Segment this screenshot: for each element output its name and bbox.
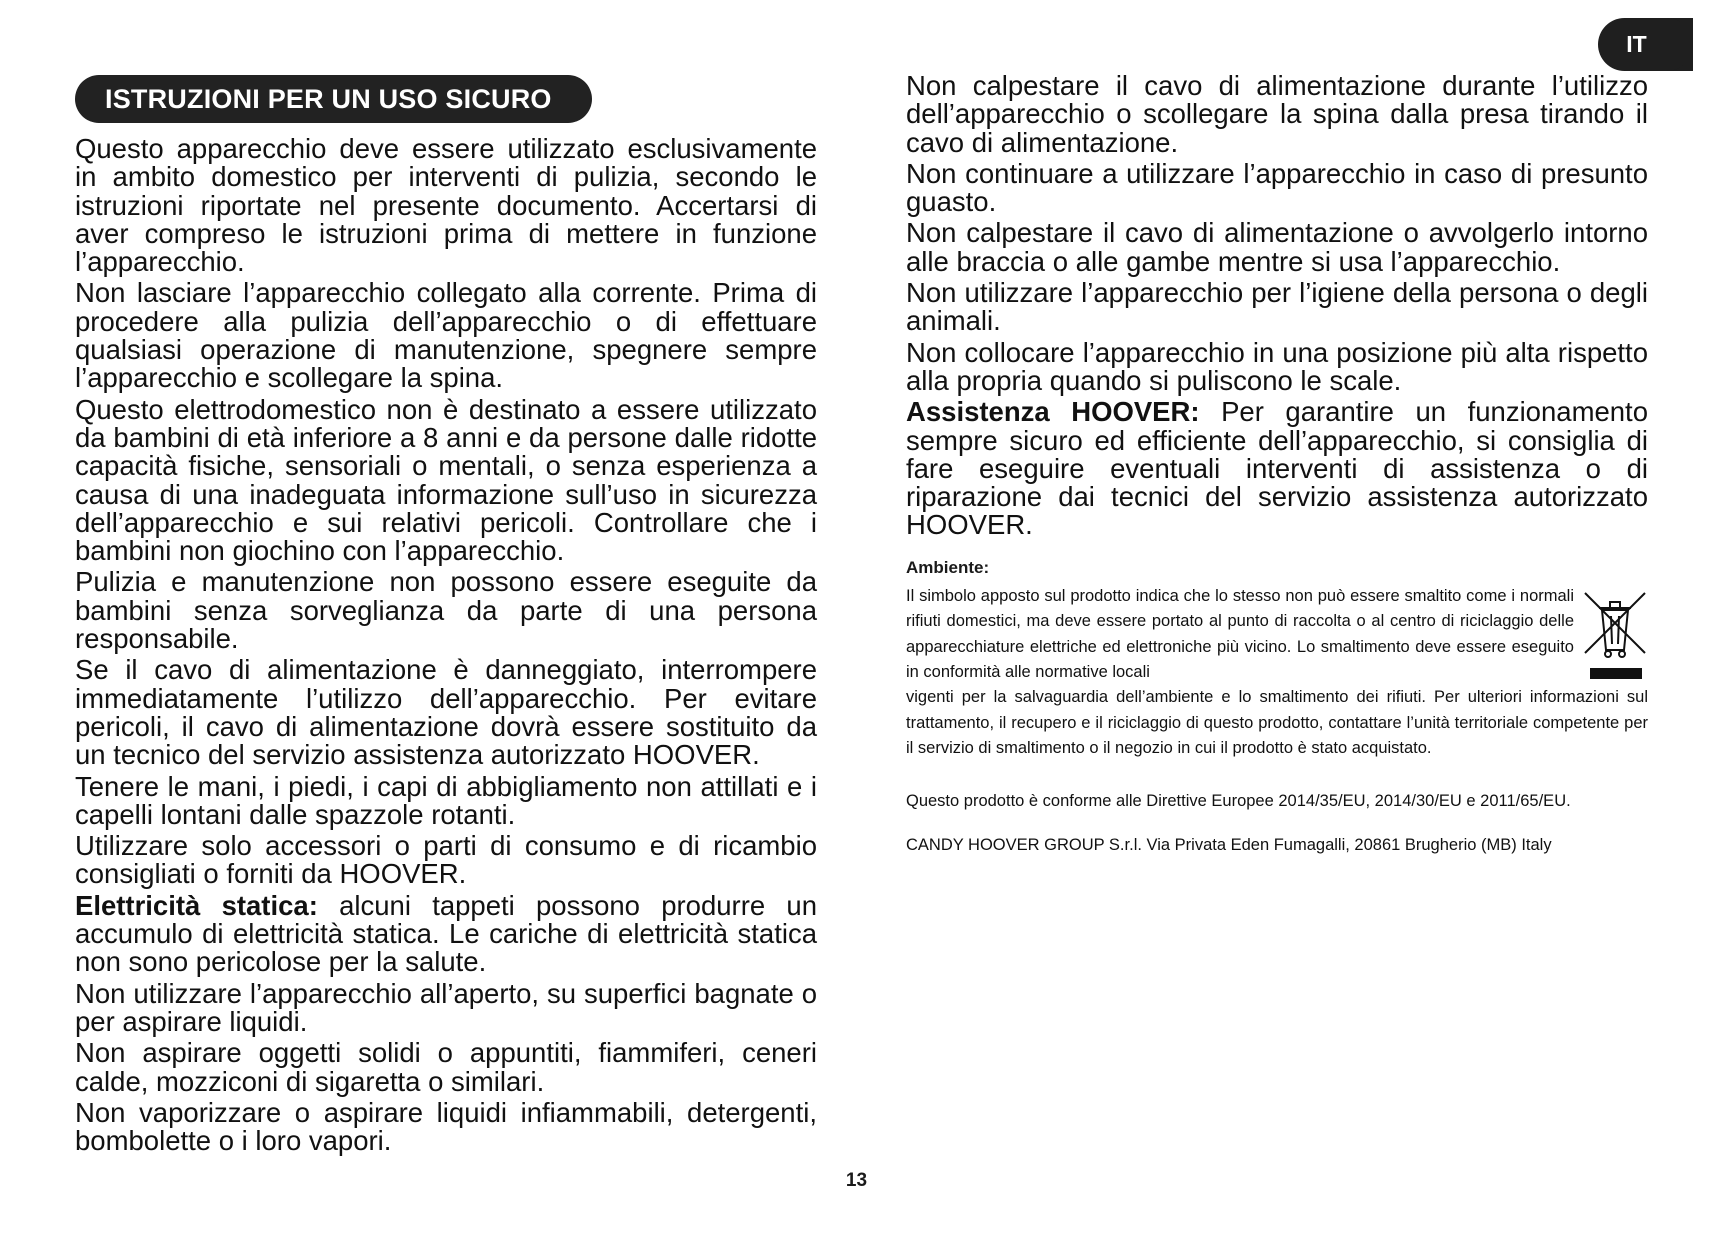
left-paragraph-list — [75, 135, 817, 1155]
paragraph-text: Non utilizzare l’apparecchio all’aperto, su superfici bagnate o per aspirare liquidi. — [75, 977, 817, 1037]
paragraph-text: Tenere le mani, i piedi, i capi di abbigliamento non attillati e i capelli lontani dalle spazzole rotanti. — [75, 770, 817, 830]
body-paragraph — [75, 135, 817, 276]
paragraph-text: alcuni tappeti possono produrre un accumulo di elettricità statica. Le cariche di elettricità statica non sono pericolose per la salute. — [75, 889, 817, 978]
paragraph-bold-lead: Elettricità statica: — [75, 889, 318, 921]
body-paragraph — [75, 832, 817, 889]
body-paragraph — [906, 279, 1648, 336]
environment-section — [906, 584, 1648, 762]
paragraph-text: Non continuare a utilizzare l’apparecchio in caso di presunto guasto. — [906, 157, 1648, 218]
paragraph-text: Per garantire un funzionamento sempre sicuro ed efficiente dell’apparecchio, si consiglia di fare eseguire eventuali interventi di assistenza o di riparazione dai tecnici del servizio assistenza autorizzato HOOVER. — [906, 396, 1648, 541]
environment-title: Ambiente: — [906, 557, 990, 577]
body-paragraph — [906, 219, 1648, 276]
body-paragraph — [75, 889, 817, 978]
paragraph-text: Pulizia e manutenzione non possono essere eseguite da bambini senza sorveglianza da parte di una persona responsabile. — [75, 566, 817, 655]
body-paragraph — [75, 1096, 817, 1157]
manufacturer-address: CANDY HOOVER GROUP S.r.l. Via Privata Eden Fumagalli, 20861 Brugherio (MB) Italy — [906, 835, 1552, 854]
right-column — [906, 72, 1648, 855]
body-paragraph — [75, 568, 817, 653]
section-heading: ISTRUZIONI PER UN USO SICURO — [75, 75, 592, 123]
language-tab — [1598, 18, 1693, 71]
language-tab-label: IT — [1626, 31, 1647, 57]
body-paragraph — [906, 336, 1648, 396]
paragraph-text: Non utilizzare l’apparecchio per l’igiene della persona o degli animali. — [906, 277, 1648, 337]
paragraph-text: Utilizzare solo accessori o parti di consumo e di ricambio consigliati o forniti da HOOVER. — [75, 830, 817, 890]
paragraph-text: Se il cavo di alimentazione è danneggiato, interrompere immediatamente l’utilizzo dell’apparecchio. Per evitare pericoli, il cavo di alimentazione dovrà essere sostituito da un tecnico del servizio assistenza autorizzato HOOVER. — [75, 654, 817, 771]
environment-text-narrow: Il simbolo apposto sul prodotto indica che lo stesso non può essere smaltito come i normali rifiuti domestici, ma deve essere portato al punto di raccolta o al centro di riciclaggio delle apparecchiature elettriche ed elettroniche più vicino. Lo smaltimento deve essere eseguito in conformità alle normative locali — [906, 586, 1574, 681]
body-paragraph — [75, 977, 817, 1037]
paragraph-text: Non calpestare il cavo di alimentazione durante l’utilizzo dell’apparecchio o scollegare la spina dalla presa tirando il cavo di alimentazione. — [906, 70, 1648, 158]
body-paragraph — [75, 656, 817, 769]
body-paragraph — [75, 1039, 817, 1096]
body-paragraph — [906, 72, 1648, 157]
page-number: 13 — [845, 1170, 868, 1191]
paragraph-text: Non lasciare l’apparecchio collegato alla corrente. Prima di procedere alla pulizia dell’apparecchio o di effettuare qualsiasi operazione di manutenzione, spegnere sempre l’apparecchio e scollegare la spina. — [75, 277, 817, 394]
environment-text-wide: vigenti per la salvaguardia dell’ambiente e lo smaltimento dei rifiuti. Per ulteriori informazioni sul trattamento, il recupero e il riciclaggio di questo prodotto, contattare l’unità territoriale competente per il servizio di smaltimento o il negozio in cui il prodotto è stato acquistato. — [906, 688, 1648, 758]
body-paragraph — [906, 398, 1648, 539]
body-paragraph — [906, 157, 1648, 218]
body-paragraph — [75, 279, 817, 392]
left-column — [75, 75, 817, 1158]
paragraph-text: Non calpestare il cavo di alimentazione o avvolgerlo intorno alle braccia o alle gambe mentre si usa l’apparecchio. — [906, 217, 1648, 277]
right-paragraph-list — [906, 72, 1648, 540]
body-paragraph — [75, 770, 817, 830]
body-paragraph — [75, 393, 817, 567]
paragraph-text: Non collocare l’apparecchio in una posizione più alta rispetto alla propria quando si puliscono le scale. — [906, 336, 1648, 396]
paragraph-text: Non aspirare oggetti solidi o appuntiti, fiammiferi, ceneri calde, mozziconi di sigaretta o similari. — [75, 1037, 817, 1097]
paragraph-text: Questo apparecchio deve essere utilizzato esclusivamente in ambito domestico per interventi di pulizia, secondo le istruzioni riportate nel presente documento. Accertarsi di aver compreso le istruzioni prima di mettere in funzione l’apparecchio. — [75, 133, 817, 278]
paragraph-text: Questo elettrodomestico non è destinato a essere utilizzato da bambini di età inferiore a 8 anni e da persone dalle ridotte capacità fisiche, sensoriali o mentali, o senza esperienza a causa di una inadeguata informazione sull’uso in sicurezza dell’apparecchio e sui relativi pericoli. Controllare che i bambini non giochino con l’apparecchio. — [75, 393, 817, 567]
paragraph-text: Non vaporizzare o aspirare liquidi infiammabili, detergenti, bombolette o i loro vapori. — [75, 1096, 817, 1157]
conformity-statement: Questo prodotto è conforme alle Direttive Europee 2014/35/EU, 2014/30/EU e 2011/65/EU. — [906, 791, 1571, 810]
weee-crossed-bin-icon — [1582, 588, 1648, 683]
paragraph-bold-lead: Assistenza HOOVER: — [906, 396, 1200, 428]
